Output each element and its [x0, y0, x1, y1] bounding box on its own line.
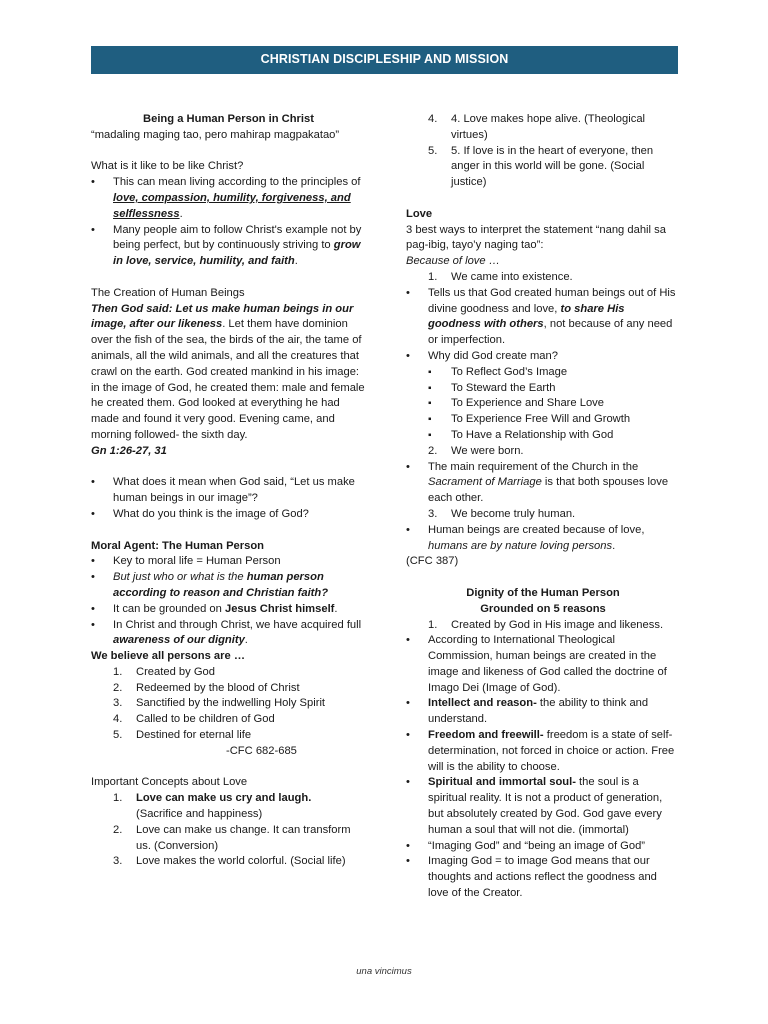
list-item: • Key to moral life = Human Person — [91, 554, 366, 570]
love-concepts-list — [91, 791, 366, 870]
list-item: 4. 4. Love makes hope alive. (Theological virtues) — [428, 113, 646, 141]
love-heading: Love — [406, 207, 433, 220]
cfc-387-reference: (CFC 387) — [406, 555, 459, 568]
list-item: 3. We become truly human. — [428, 507, 576, 520]
list-item: • Tells us that God created human beings out of His divine goodness and love, to share His goodness with others, not because of any need or imperfection. — [406, 286, 680, 349]
tagalog-quote: “madaling maging tao, pero mahirap magpakatao” — [91, 128, 340, 141]
list-item: • It can be grounded on Jesus Christ himself. — [91, 602, 366, 618]
list-item: ▪ To Steward the Earth — [406, 381, 680, 397]
document-title-banner: CHRISTIAN DISCIPLESHIP AND MISSION — [91, 46, 678, 74]
list-item: • What does it mean when God said, “Let us make human beings in our image”? — [91, 475, 366, 507]
list-item: • In Christ and through Christ, we have acquired full awareness of our dignity. — [91, 618, 366, 650]
list-item: • Spiritual and immortal soul- the soul is a spiritual reality. It is not a product of generation, but absolutely created by God. God gave every human a soul that will not die. (immortal) — [406, 775, 680, 838]
creation-passage: Then God said: Let us make human beings in our image, after our likeness. Let them have dominion over the fish of the sea, the birds of the air, the tame of animals, all the wild animals, and all the creatures that crawl on the earth. God created mankind in his image: in the image of God, he created them: male and female he created them. God looked at everything he had made and found it very good. Evening came, and morning followed- the sixth day. — [91, 302, 365, 441]
list-item: • According to International Theological Commission, human beings are created in the image and likeness of God called the doctrine of Imago Dei (Image of God). — [406, 633, 680, 696]
list-item: 3. Sanctified by the indwelling Holy Spirit — [113, 697, 326, 710]
reasons-list — [406, 365, 680, 444]
we-believe-heading: We believe all persons are … — [91, 650, 246, 663]
moral-agent-heading: Moral Agent: The Human Person — [91, 539, 265, 552]
list-item: • Freedom and freewill- freedom is a state of self- determination, not forced in choice or action. Free will is the ability to choose. — [406, 728, 680, 775]
way-3-points — [406, 523, 680, 555]
list-item: ▪ To Have a Relationship with God — [406, 428, 680, 444]
list-item: • Intellect and reason- the ability to think and understand. — [406, 696, 680, 728]
list-item: • But just who or what is the human person according to reason and Christian faith? — [91, 570, 366, 602]
because-of-love: Because of love … — [406, 255, 500, 268]
way-1-points — [406, 286, 680, 444]
way-1 — [406, 270, 680, 286]
list-item: • The main requirement of the Church in the Sacrament of Marriage is that both spouses love each other. — [406, 460, 680, 507]
left-column — [91, 112, 366, 870]
list-item: 2. We were born. — [428, 444, 524, 457]
love-concepts-heading: Important Concepts about Love — [91, 776, 248, 789]
way-2-points — [406, 460, 680, 507]
section-title-human-person: Being a Human Person in Christ — [143, 113, 314, 125]
list-item: 3. Love makes the world colorful. (Social life) — [113, 855, 346, 868]
scripture-reference: Gn 1:26-27, 31 — [91, 444, 167, 457]
list-item: • What do you think is the image of God? — [91, 507, 366, 523]
right-column — [406, 112, 680, 902]
list-item: 2. Redeemed by the blood of Christ — [113, 681, 300, 694]
list-item: ▪ To Experience Free Will and Growth — [406, 412, 680, 428]
dignity-points — [406, 633, 680, 902]
way-2 — [406, 444, 680, 460]
list-item: 5. 5. If love is in the heart of everyone, then anger in this world will be gone. (Social justice) — [428, 144, 654, 189]
list-item: 1. Love can make us cry and laugh. (Sacrifice and happiness) — [113, 792, 312, 821]
like-christ-list — [91, 175, 366, 270]
cfc-reference: -CFC 682-685 — [226, 744, 297, 757]
list-item: 1. Created by God in His image and likeness. — [428, 618, 664, 631]
list-item: • “Imaging God” and “being an image of God” — [406, 839, 680, 855]
believe-list — [91, 665, 366, 744]
list-item: • This can mean living according to the principles of love, compassion, humility, forgiveness, and selflessness. — [91, 175, 366, 222]
love-concepts-list-continued — [406, 112, 680, 191]
list-item: • Why did God create man? ▪ To Reflect God’s Image ▪ To Steward the Earth ▪ To Experience and Share Love ▪ To Experience Free Will and Growth ▪ To Have a Relationship with God — [406, 349, 680, 444]
list-item: ▪ To Experience and Share Love — [406, 396, 680, 412]
page-footer: una vincimus — [356, 966, 412, 977]
list-item: • Human beings are created because of love, humans are by nature loving persons. — [406, 523, 680, 555]
list-item: • Many people aim to follow Christ's example not by being perfect, but by continuously striving to grow in love, service, humility, and faith. — [91, 223, 366, 270]
reflection-questions — [91, 475, 366, 522]
list-item: 4. Called to be children of God — [113, 713, 275, 726]
question-like-christ: What is it like to be like Christ? — [91, 160, 244, 173]
dignity-reason-1 — [406, 618, 680, 634]
list-item: 1. We came into existence. — [428, 270, 573, 283]
dignity-title: Dignity of the Human Person — [466, 586, 620, 599]
list-item: 1. Created by God — [113, 665, 215, 678]
moral-agent-list — [91, 554, 366, 649]
love-intro: 3 best ways to interpret the statement “nang dahil sa pag-ibig, tayo’y naging tao”: — [406, 223, 666, 252]
list-item: 5. Destined for eternal life — [113, 729, 252, 742]
dignity-subtitle: Grounded on 5 reasons — [480, 602, 606, 615]
creation-heading: The Creation of Human Beings — [91, 286, 245, 299]
way-3 — [406, 507, 680, 523]
list-item: 2. Love can make us change. It can transform us. (Conversion) — [113, 823, 351, 852]
list-item: • Imaging God = to image God means that our thoughts and actions reflect the goodness and love of the Creator. — [406, 854, 680, 901]
list-item: ▪ To Reflect God’s Image — [406, 365, 680, 381]
